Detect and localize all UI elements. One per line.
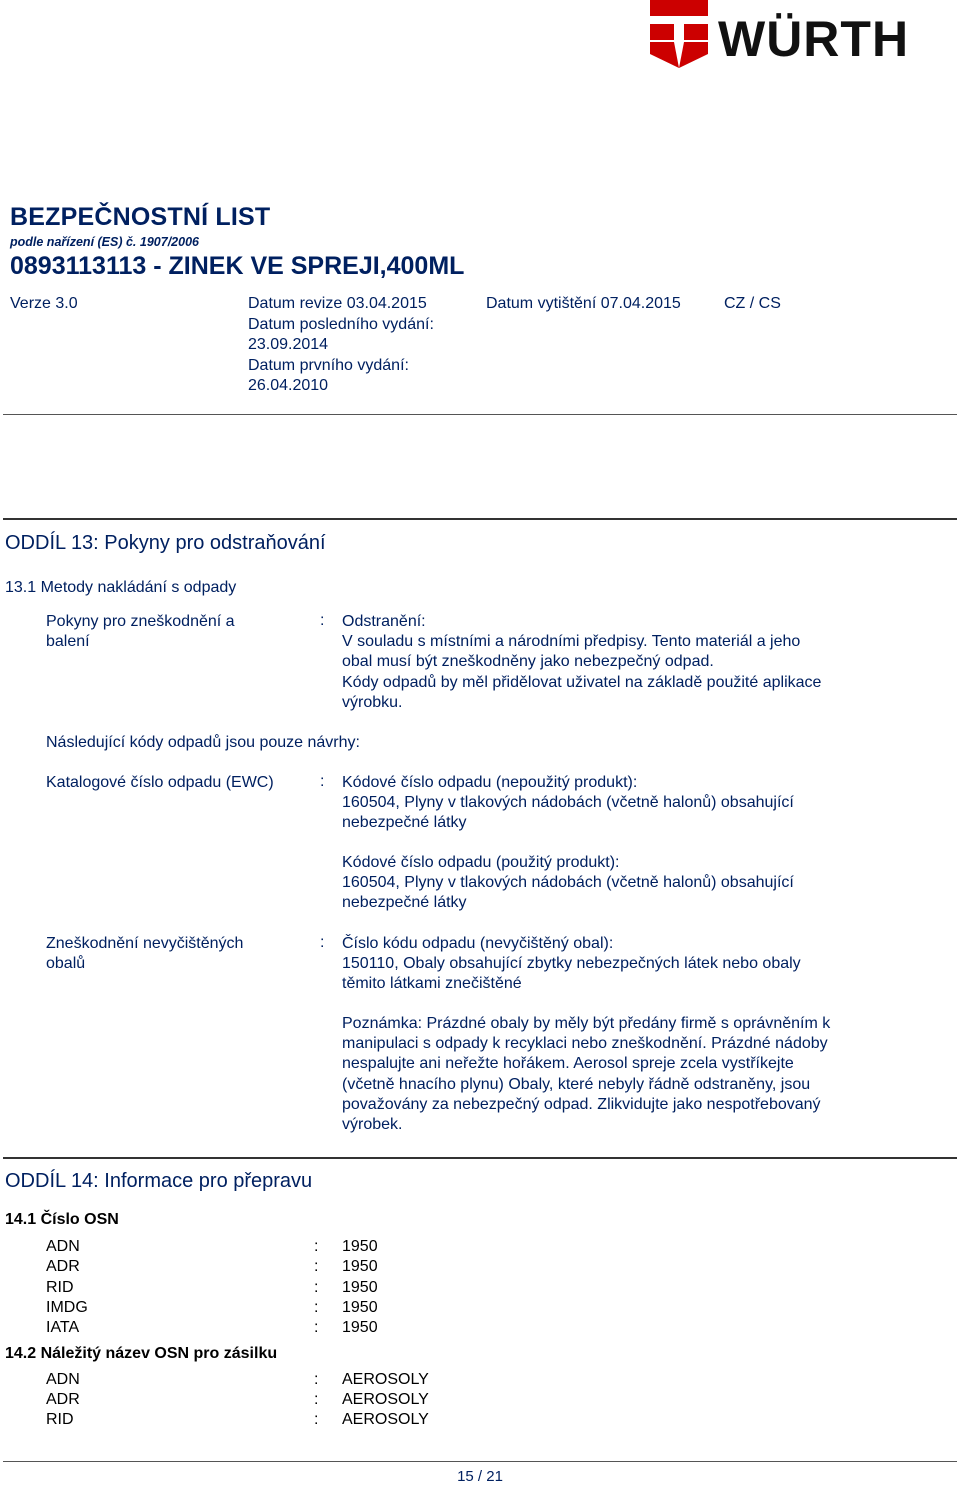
- colon: :: [314, 1319, 319, 1336]
- packaging-code-text: Číslo kódu odpadu (nevyčištěný obal): 150110, Obaly obsahující zbytky nebezpečných látek nebo obaly těmito látkami znečištěné: [342, 935, 801, 993]
- un-row-iata-value: 1950: [342, 1319, 378, 1336]
- un-row-rid-mode: RID: [46, 1279, 74, 1296]
- un-number-heading: 14.1 Číslo OSN: [5, 1211, 119, 1228]
- first-issue-date: 26.04.2010: [248, 377, 329, 394]
- catalog-text-used: Kódové číslo odpadu (použitý produkt): 160504, Plyny v tlakových nádobách (včetně halonů) obsahující nebezpečné látky: [342, 854, 794, 912]
- svg-text:WÜRTH: WÜRTH: [718, 11, 910, 67]
- header-divider: [3, 414, 957, 415]
- un-row-imdg-value: 1950: [342, 1299, 378, 1316]
- product-name: 0893113113 - ZINEK VE SPREJI,400ML: [10, 252, 465, 280]
- colon: :: [320, 612, 325, 629]
- last-issue-date: 23.09.2014: [248, 336, 329, 353]
- print-date: Datum vytištění 07.04.2015: [486, 295, 681, 312]
- regulation-subtitle: podle nařízení (ES) č. 1907/2006: [10, 235, 199, 249]
- ship-row-adr-value: AEROSOLY: [342, 1391, 429, 1408]
- ship-row-rid-value: AEROSOLY: [342, 1411, 429, 1428]
- un-row-iata-mode: IATA: [46, 1319, 80, 1336]
- document-title: BEZPEČNOSTNÍ LIST: [10, 203, 271, 231]
- section13-heading: ODDÍL 13: Pokyny pro odstraňování: [5, 532, 326, 554]
- colon: :: [314, 1279, 319, 1296]
- un-row-imdg-mode: IMDG: [46, 1299, 88, 1316]
- un-row-adr-mode: ADR: [46, 1258, 80, 1275]
- ship-row-adn-value: AEROSOLY: [342, 1371, 429, 1388]
- revision-block: [248, 294, 434, 397]
- shipping-name-heading: 14.2 Náležitý název OSN pro zásilku: [5, 1345, 278, 1362]
- page-number: 15 / 21: [457, 1468, 503, 1485]
- wurth-logo-icon: [648, 0, 958, 68]
- first-issue-label: Datum prvního vydání:: [248, 356, 409, 374]
- un-row-rid-value: 1950: [342, 1279, 378, 1296]
- colon: :: [314, 1238, 319, 1255]
- section14-heading: ODDÍL 14: Informace pro přepravu: [5, 1170, 313, 1192]
- disposal-label: Pokyny pro zneškodnění a balení: [46, 613, 235, 651]
- colon: :: [314, 1391, 319, 1408]
- packaging-label: Zneškodnění nevyčištěných obalů: [46, 935, 244, 973]
- catalog-text-unused: Kódové číslo odpadu (nepoužitý produkt): 160504, Plyny v tlakových nádobách (včetně halonů) obsahující nebezpečné látky: [342, 774, 794, 832]
- last-issue-label: Datum posledního vydání:: [248, 315, 434, 333]
- version: Verze 3.0: [10, 295, 78, 312]
- ship-row-adr-mode: ADR: [46, 1391, 80, 1408]
- section13-1-heading: 13.1 Metody nakládání s odpady: [5, 579, 237, 596]
- catalog-label: Katalogové číslo odpadu (EWC): [46, 774, 274, 791]
- wurth-logo: [648, 0, 958, 68]
- locale: CZ / CS: [724, 295, 781, 312]
- colon: :: [314, 1258, 319, 1275]
- ship-row-rid-mode: RID: [46, 1411, 74, 1428]
- codes-intro: Následující kódy odpadů jsou pouze návrhy:: [46, 734, 360, 751]
- ship-row-adn-mode: ADN: [46, 1371, 80, 1388]
- packaging-note-text: Poznámka: Prázdné obaly by měly být předány firmě s oprávněním k manipulaci s odpady k recyklaci nebo zneškodnění. Prázdné nádoby nespalujte ani neřežte hořákem. Aerosol spreje zcela vystříkejte (včetně hnacího plynu) Obaly, které nebyly řádně odstraněny, jsou považovány za nebezpečný odpad. Zlikvidujte jako nespotřebovaný výrobek.: [342, 1015, 831, 1134]
- colon: :: [314, 1371, 319, 1388]
- un-row-adr-value: 1950: [342, 1258, 378, 1275]
- colon: :: [320, 773, 325, 790]
- un-row-adn-value: 1950: [342, 1238, 378, 1255]
- colon: :: [314, 1411, 319, 1428]
- colon: :: [320, 934, 325, 951]
- revision-date: Datum revize 03.04.2015: [248, 295, 427, 312]
- footer-divider: [3, 1461, 957, 1462]
- section14-divider: [3, 1157, 957, 1159]
- section13-divider: [3, 518, 957, 520]
- colon: :: [314, 1299, 319, 1316]
- disposal-text: Odstranění: V souladu s místními a národními předpisy. Tento materiál a jeho obal musí být zneškodněny jako nebezpečný odpad. Kódy odpadů by měl přidělovat uživatel na základě použité aplikace výrobku.: [342, 613, 822, 711]
- un-row-adn-mode: ADN: [46, 1238, 80, 1255]
